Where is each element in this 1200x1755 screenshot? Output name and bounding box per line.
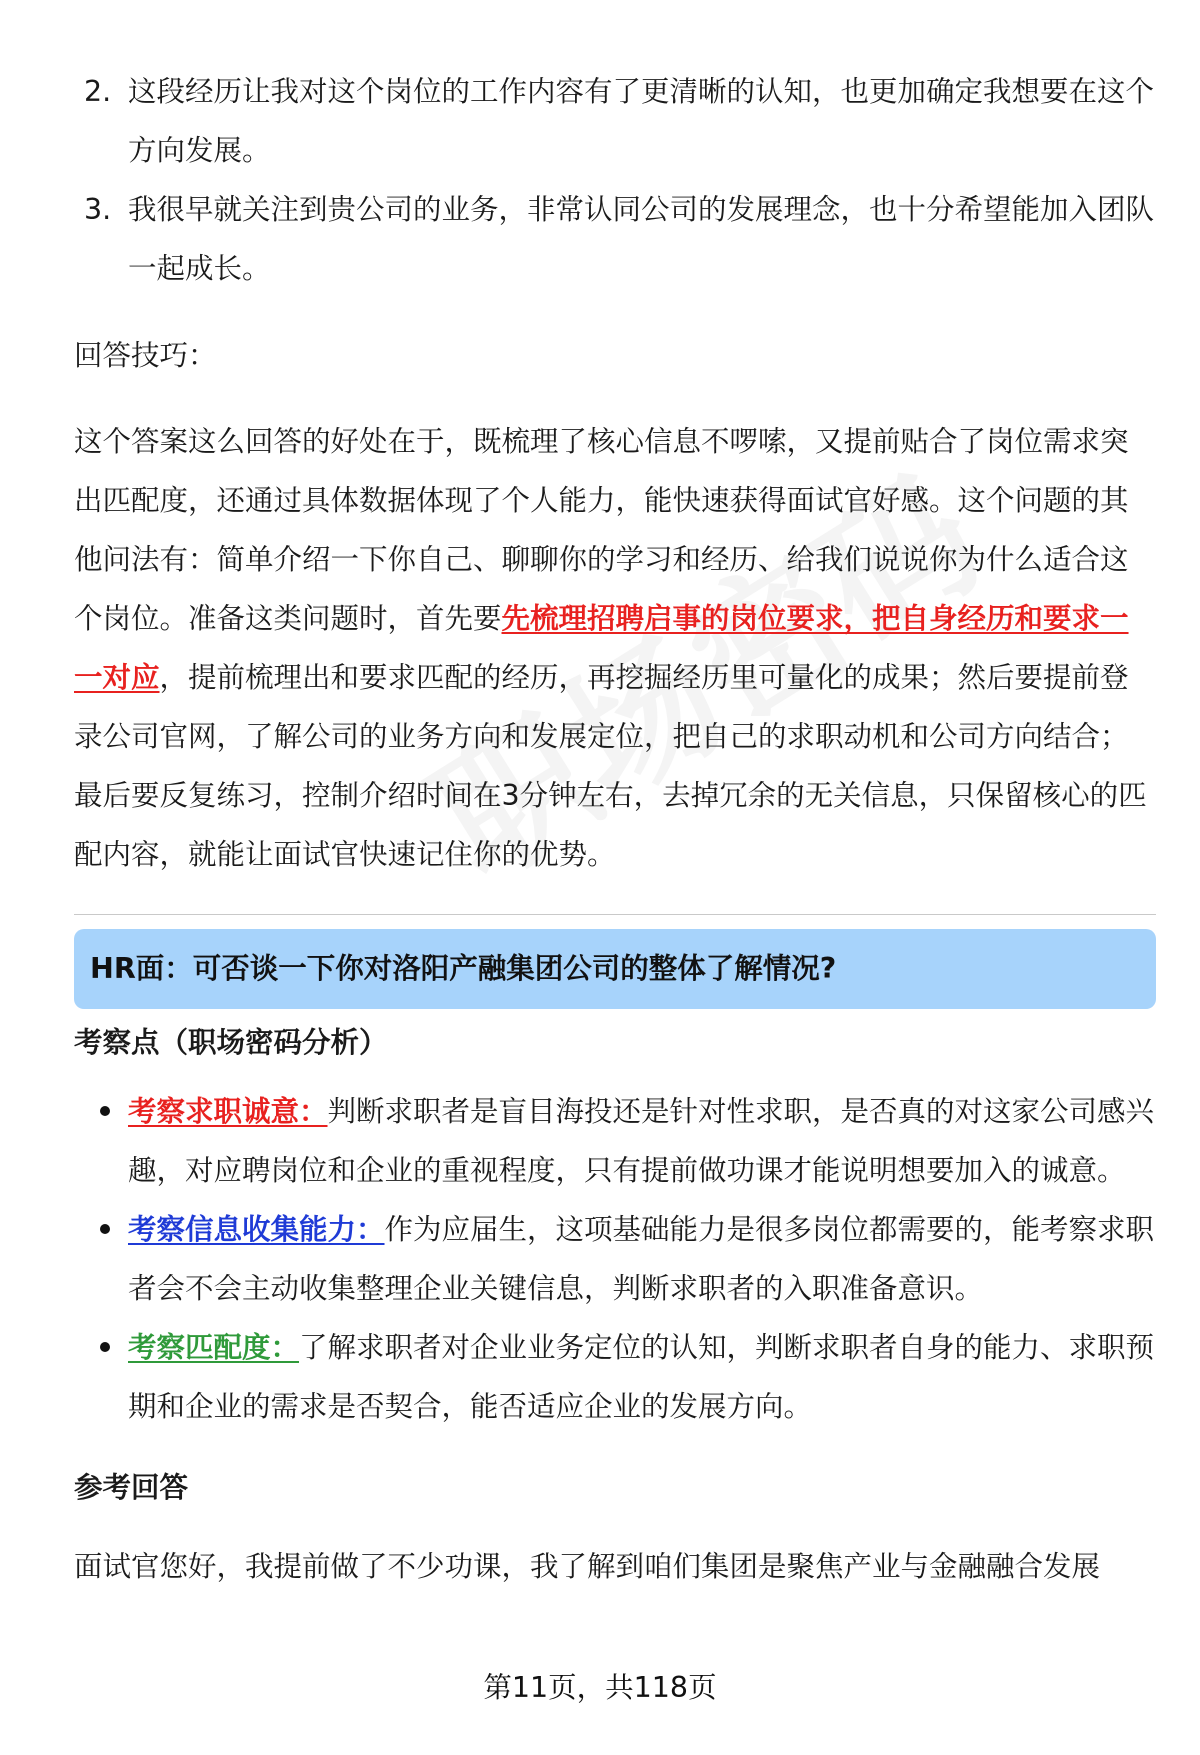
tips-text-part2: ，提前梳理出和要求匹配的经历，再挖掘经历里可量化的成果；然后要提前登录公司官网，了解公司的业务方向和发展定位，把自己的求职动机和公司方向结合；最后要反复练习，控制介绍时间在3分钟左右，去掉冗余的无关信息，只保留核心的匹配内容，就能让面试官快速记住你的优势。 — [74, 661, 1147, 871]
document-page — [74, 62, 1156, 1596]
bullet-text: 作为应届生，这项基础能力是很多岗位都需要的，能考察求职者会不会主动收集整理企业关键信息，判断求职者的入职准备意识。 — [128, 1213, 1155, 1305]
bullet-label: 考察求职诚意： — [128, 1095, 328, 1128]
bullet-item — [74, 1082, 1156, 1200]
bullet-item — [74, 1200, 1156, 1318]
page-footer: 第11页，共118页 — [483, 1671, 717, 1704]
bullet-dot-icon — [100, 1224, 110, 1234]
numbered-list — [74, 62, 1156, 298]
bullet-item — [74, 1318, 1156, 1436]
examine-heading: 考察点（职场密码分析） — [74, 1026, 388, 1059]
tips-text-part1: 这个答案这么回答的好处在于，既梳理了核心信息不啰嗦，又提前贴合了岗位需求突出匹配度，还通过具体数据体现了个人能力，能快速获得面试官好感。这个问题的其他问法有：简单介绍一下你自己、聊聊你的学习和经历、给我们说说你为什么适合这个岗位。准备这类问题时，首先要 — [74, 425, 1129, 635]
tips-label: 回答技巧： — [74, 339, 217, 372]
list-text: 这段经历让我对这个岗位的工作内容有了更清晰的认知，也更加确定我想要在这个方向发展。 — [128, 75, 1155, 167]
list-item — [74, 62, 1156, 180]
tips-highlight: 先梳理招聘启事的岗位要求，把自身经历和要求一一对应 — [74, 602, 1129, 694]
section-divider — [74, 914, 1156, 915]
tips-paragraph — [74, 412, 1156, 884]
bullet-label: 考察匹配度： — [128, 1331, 300, 1364]
examine-bullets — [74, 1082, 1156, 1436]
bullet-text: 了解求职者对企业业务定位的认知，判断求职者自身的能力、求职预期和企业的需求是否契合，能否适应企业的发展方向。 — [128, 1331, 1155, 1423]
hr-question-box: HR面：可否谈一下你对洛阳产融集团公司的整体了解情况? — [74, 929, 1156, 1009]
list-number: 2. — [84, 75, 112, 108]
bullet-dot-icon — [100, 1342, 110, 1352]
bullet-text: 判断求职者是盲目海投还是针对性求职，是否真的对这家公司感兴趣，对应聘岗位和企业的重视程度，只有提前做功课才能说明想要加入的诚意。 — [128, 1095, 1155, 1187]
reference-heading: 参考回答 — [74, 1471, 189, 1504]
list-text: 我很早就关注到贵公司的业务，非常认同公司的发展理念，也十分希望能加入团队一起成长。 — [128, 193, 1155, 285]
answer-paragraph: 面试官您好，我提前做了不少功课，我了解到咱们集团是聚焦产业与金融融合发展 — [74, 1550, 1101, 1583]
list-item — [74, 180, 1156, 298]
list-number: 3. — [84, 193, 112, 226]
bullet-label: 考察信息收集能力： — [128, 1213, 385, 1246]
bullet-dot-icon — [100, 1106, 110, 1116]
